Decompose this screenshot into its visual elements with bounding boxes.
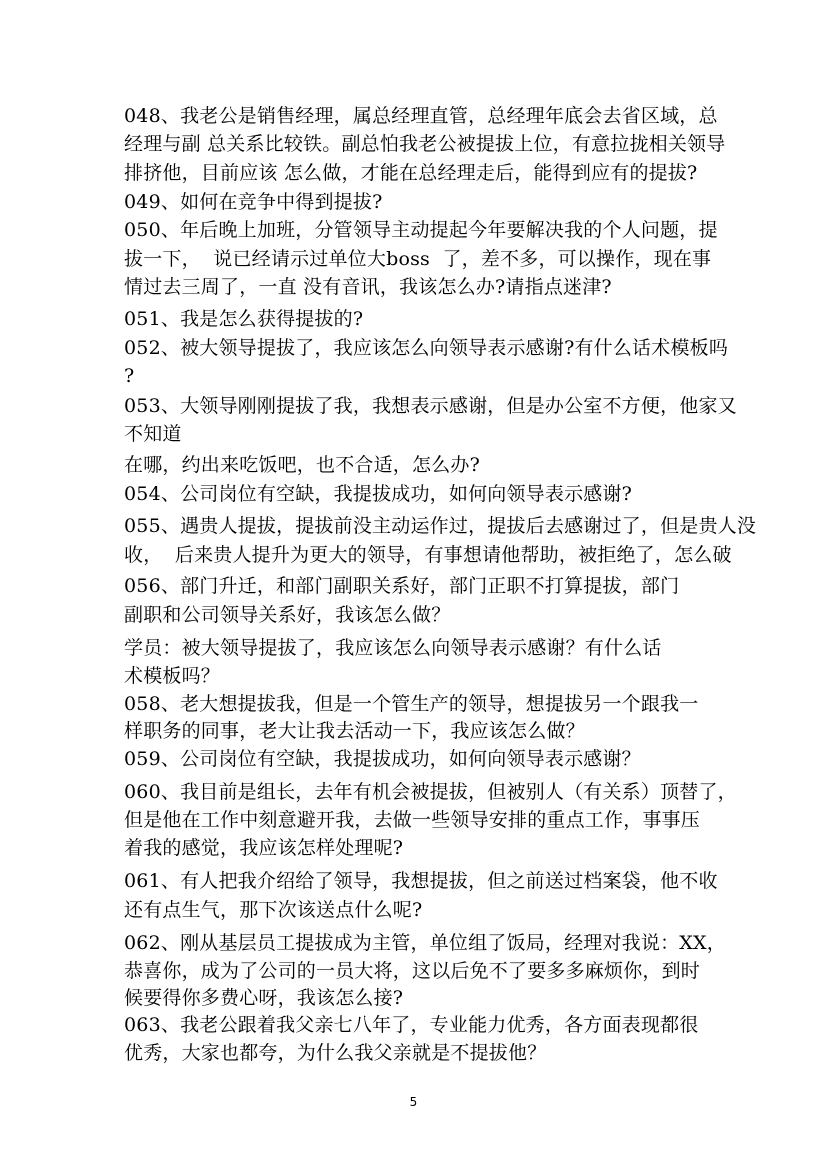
text-line: ?: [124, 365, 135, 387]
text-line: 052、被大领导提拔了，我应该怎么向领导表示感谢?有什么话术模板吗: [124, 337, 729, 359]
text-line: 学员：被大领导提拔了，我应该怎么向领导表示感谢？有什么话: [124, 637, 662, 659]
text-line: 在哪，约出来吃饭吧，也不合适，怎么办?: [124, 454, 480, 476]
text-line: 情过去三周了，一直 没有音讯，我该怎么办?请指点迷津?: [124, 276, 612, 298]
text-line: 048、我老公是销售经理，属总经理直管，总经理年底会去省区域，总: [124, 105, 718, 127]
text-line: 049、如何在竞争中得到提拔?: [124, 191, 383, 213]
text-line: 050、年后晚上加班，分管领导主动提起今年要解决我的个人问题，提: [124, 219, 718, 241]
text-line: 副职和公司领导关系好，我该怎么做？: [124, 604, 451, 626]
text-line: 不知道: [124, 423, 182, 445]
text-line: 060、我目前是组长，去年有机会被提拔，但被别人（有关系）顶替了，: [124, 781, 737, 803]
text-line: 样职务的同事，老大让我去活动一下，我应该怎么做？: [124, 720, 585, 742]
text-line: 051、我是怎么获得提拔的?: [124, 308, 364, 330]
text-line: 收， 后来贵人提升为更大的领导，有事想请他帮助，被拒绝了，怎么破: [124, 544, 732, 566]
text-line: 056、部门升迁，和部门副职关系好，部门正职不打算提拔，部门: [124, 575, 680, 597]
text-line: 059、公司岗位有空缺，我提拔成功，如何向领导表示感谢？: [124, 748, 641, 770]
text-line: 优秀，大家也都夸，为什么我父亲就是不提拔他？: [124, 1042, 547, 1064]
text-line: 053、大领导刚刚提拔了我，我想表示感谢，但是办公室不方便，他家又: [124, 395, 737, 417]
text-line: 062、刚从基层员工提拔成为主管，单位组了饭局，经理对我说：XX，: [124, 932, 726, 954]
text-line: 054、公司岗位有空缺，我提拔成功，如何向领导表示感谢?: [124, 483, 633, 505]
text-line: 058、老大想提拔我，但是一个管生产的领导，想提拔另一个跟我一: [124, 693, 699, 715]
text-line: 恭喜你，成为了公司的一员大将，这以后免不了要多多麻烦你，到时: [124, 960, 701, 982]
text-line: 但是他在工作中刻意避开我，去做一些领导安排的重点工作，事事压: [124, 809, 701, 831]
text-line: 术模板吗？: [124, 665, 221, 687]
text-line: 063、我老公跟着我父亲七八年了，专业能力优秀，各方面表现都很: [124, 1014, 699, 1036]
text-line: 还有点生气，那下次该送点什么呢?: [124, 899, 423, 921]
text-line: 候要得你多费心呀，我该怎么接?: [124, 987, 404, 1009]
text-line: 拔一下， 说已经请示过单位大boss 了，差不多，可以操作，现在事: [124, 248, 712, 270]
text-line: 055、遇贵人提拔，提拔前没主动运作过，提拔后去感谢过了，但是贵人没: [124, 515, 757, 537]
text-line: 061、有人把我介绍给了领导，我想提拔，但之前送过档案袋，他不收: [124, 870, 718, 892]
text-line: 着我的感觉，我应该怎样处理呢?: [124, 837, 404, 859]
text-line: 经理与副 总关系比较铁。副总怕我老公被提拔上位，有意拉拢相关领导: [124, 133, 726, 155]
page-number: 5: [409, 1095, 418, 1109]
text-line: 排挤他，目前应该 怎么做，才能在总经理走后，能得到应有的提拔?: [124, 162, 698, 184]
